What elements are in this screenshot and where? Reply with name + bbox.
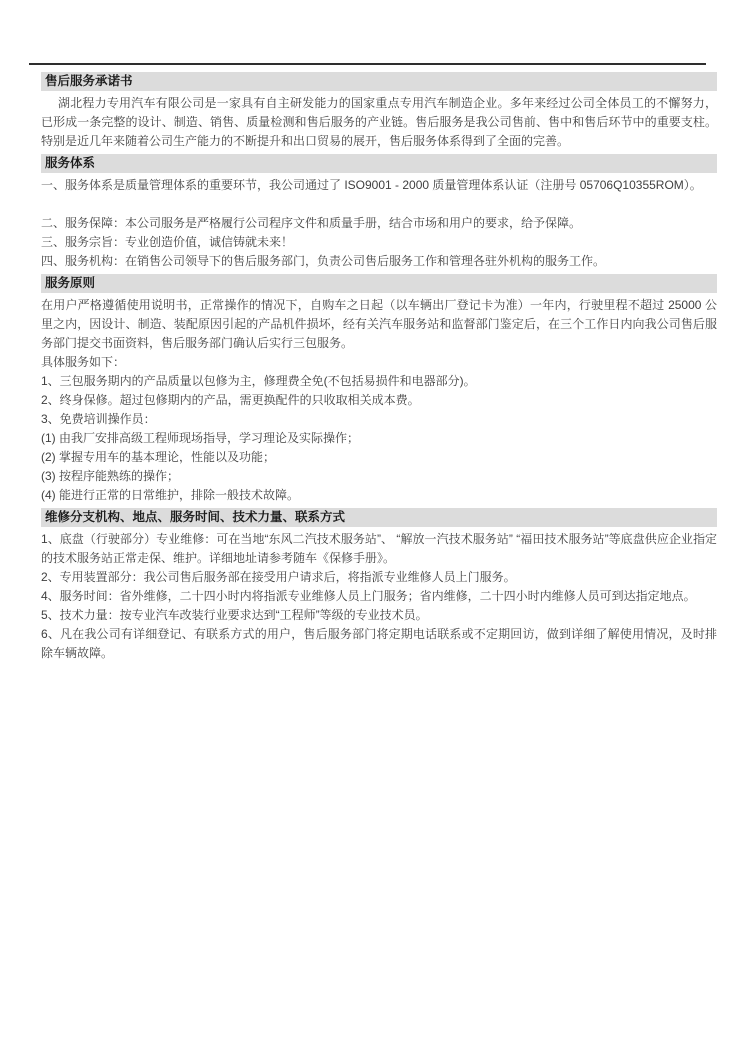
document-content: [41, 72, 717, 663]
list-item: 2、终身保修。超过包修期内的产品，需更换配件的只收取相关成本费。: [41, 393, 420, 407]
section-heading-bar: 服务原则: [41, 274, 717, 293]
section-service-system: [41, 154, 717, 271]
list-item: 3、免费培训操作员：: [41, 412, 156, 426]
section-repair-branches: [41, 508, 717, 663]
list-item: 2、专用装置部分：我公司售后服务部在接受用户请求后，将指派专业维修人员上门服务。: [41, 570, 516, 584]
section-service-principles: [41, 274, 717, 505]
principles-paragraph: 在用户严格遵循使用说明书，正常操作的情况下，自购车之日起（以车辆出厂登记卡为准）一年内，行驶里程不超过 25000 公里之内，因设计、制造、装配原因引起的产品机件损坏，经有关汽车服务站和监督部门鉴定后，在三个工作日内向我公司售后服务部门提交书面资料，售后服务部门确认后实行三包服务。: [41, 298, 717, 350]
list-item: (1) 由我厂安排高级工程师现场指导，学习理论及实际操作；: [41, 431, 360, 445]
list-item: (3) 按程序能熟练的操作；: [41, 469, 180, 483]
list-item: 1、三包服务期内的产品质量以包修为主，修理费全免(不包括易损件和电器部分)。: [41, 374, 476, 388]
list-item: (4) 能进行正常的日常维护，排除一般技术故障。: [41, 488, 300, 502]
list-item: 四、服务机构：在销售公司领导下的售后服务部门，负责公司售后服务工作和管理各驻外机构的服务工作。: [41, 254, 606, 268]
list-item: 5、技术力量：按专业汽车改装行业要求达到“工程师”等级的专业技术员。: [41, 608, 428, 622]
intro-paragraph: 湖北程力专用汽车有限公司是一家具有自主研发能力的国家重点专用汽车制造企业。多年来经过公司全体员工的不懈努力，已形成一条完整的设计、制造、销售、质量检测和售后服务的产业链。售后服务是我公司售前、售中和售后环节中的重要支柱。特别是近几年来随着公司生产能力的不断提升和出口贸易的展开，售后服务体系得到了全面的完善。: [41, 96, 717, 148]
section-heading-bar: 维修分支机构、地点、服务时间、技术力量、联系方式: [41, 508, 717, 527]
list-item: 一、服务体系是质量管理体系的重要环节，我公司通过了 ISO9001 - 2000 质量管理体系认证（注册号 05706Q10355ROM）。: [41, 178, 702, 192]
section-after-sales-commitment: [41, 72, 717, 151]
list-item: 4、服务时间：省外维修，二十四小时内将指派专业维修人员上门服务；省内维修，二十四小时内维修人员可到达指定地点。: [41, 589, 696, 603]
section-heading-bar: 服务体系: [41, 154, 717, 173]
list-item: 1、底盘（行驶部分）专业维修：可在当地“东风二汽技术服务站”、 “解放一汽技术服务站” “福田技术服务站”等底盘供应企业指定的技术服务站正常走保、维护。详细地址请参考随车《保修手册》。: [41, 532, 717, 565]
section-heading-bar: 售后服务承诺书: [41, 72, 717, 91]
top-rule-divider: [29, 63, 706, 65]
list-item: 6、凡在我公司有详细登记、有联系方式的用户，售后服务部门将定期电话联系或不定期回访，做到详细了解使用情况，及时排除车辆故障。: [41, 627, 717, 660]
list-item: 三、服务宗旨：专业创造价值，诚信铸就未来！: [41, 235, 294, 249]
list-subheading: 具体服务如下：: [41, 355, 126, 369]
list-item: (2) 掌握专用车的基本理论，性能以及功能；: [41, 450, 276, 464]
list-item: 二、服务保障：本公司服务是严格履行公司程序文件和质量手册，结合市场和用户的要求，给予保障。: [41, 216, 582, 230]
